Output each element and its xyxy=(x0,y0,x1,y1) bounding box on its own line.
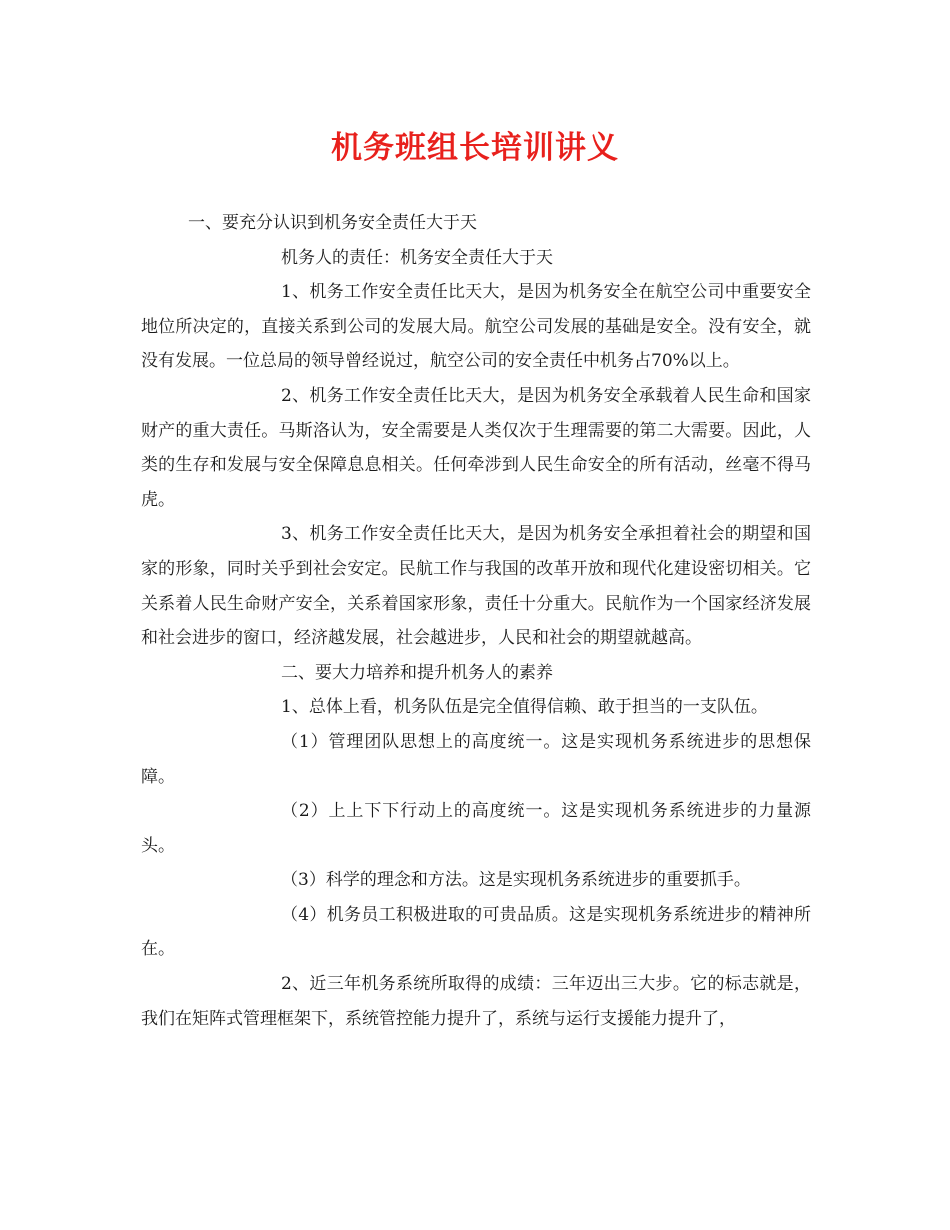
list-item: （1）管理团队思想上的高度统一。这是实现机务系统进步的思想保障。 xyxy=(141,731,811,787)
paragraph: 1、机务工作安全责任比天大，是因为机务安全在航空公司中重要安全地位所决定的，直接关系到公司的发展大局。航空公司发展的基础是安全。没有安全，就没有发展。一位总局的领导曾经说过，航空公司的安全责任中机务占70%以上。 xyxy=(141,282,811,372)
document-title: 机务班组长培训讲义 xyxy=(331,130,619,166)
paragraph: 1、总体上看，机务队伍是完全值得信赖、敢于担当的一支队伍。 xyxy=(281,697,768,718)
paragraph: 3、机务工作安全责任比天大，是因为机务安全承担着社会的期望和国家的形象，同时关乎到社会安定。民航工作与我国的改革开放和现代化建设密切相关。它关系着人民生命财产安全，关系着国家形象，责任十分重大。民航作为一个国家经济发展和社会进步的窗口，经济越发展，社会越进步，人民和社会的期望就越高。 xyxy=(141,524,811,649)
list-item: （3）科学的理念和方法。这是实现机务系统进步的重要抓手。 xyxy=(281,870,751,891)
paragraph: 机务人的责任：机务安全责任大于天 xyxy=(281,247,553,268)
section-heading-2: 二、要大力培养和提升机务人的素养 xyxy=(281,662,553,683)
paragraph: 2、近三年机务系统所取得的成绩：三年迈出三大步。它的标志就是，我们在矩阵式管理框架下，系统管控能力提升了，系统与运行支援能力提升了， xyxy=(141,974,811,1029)
list-item: （2）上上下下行动上的高度统一。这是实现机务系统进步的力量源头。 xyxy=(141,801,811,856)
list-item: （4）机务员工积极进取的可贵品质。这是实现机务系统进步的精神所在。 xyxy=(141,904,811,960)
paragraph: 2、机务工作安全责任比天大，是因为机务安全承载着人民生命和国家财产的重大责任。马斯洛认为，安全需要是人类仅次于生理需要的第二大需要。因此，人类的生存和发展与安全保障息息相关。任何牵涉到人民生命安全的所有活动，丝毫不得马虎。 xyxy=(141,385,811,510)
section-heading-1: 一、要充分认识到机务安全责任大于天 xyxy=(188,213,477,233)
document-body xyxy=(141,206,811,1036)
